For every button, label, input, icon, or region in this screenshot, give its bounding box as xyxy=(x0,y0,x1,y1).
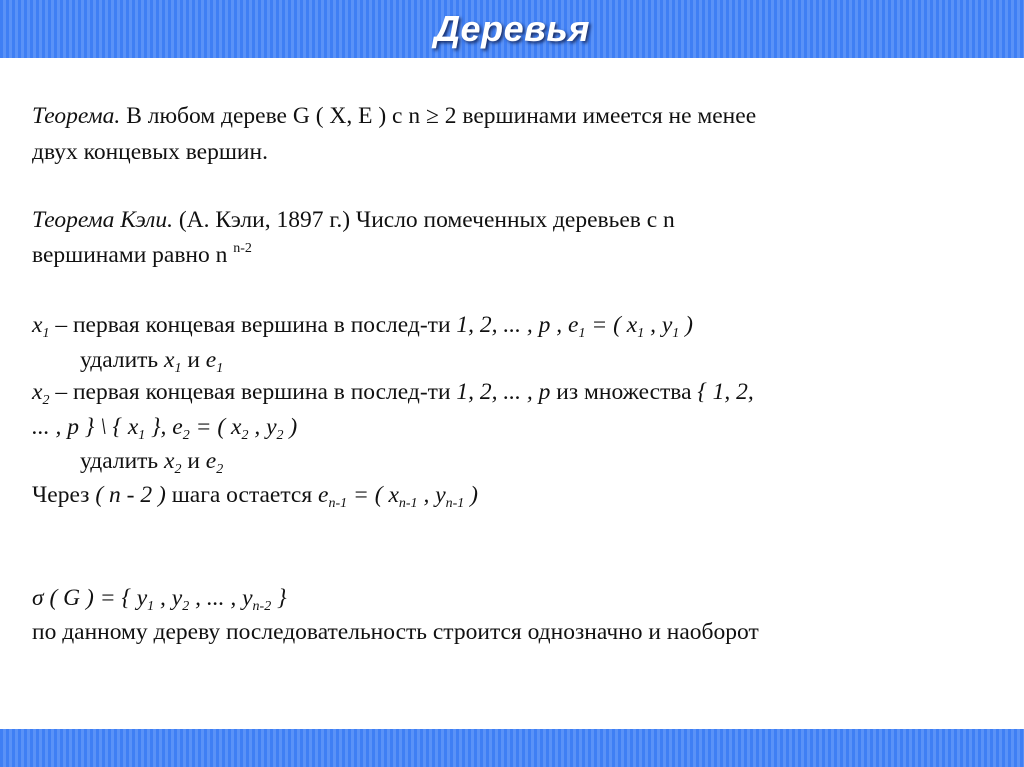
slide-title: Деревья xyxy=(434,8,590,49)
step1-e-sub: 1 xyxy=(578,326,586,341)
after-eq: = ( x xyxy=(347,482,399,508)
step1-x: x xyxy=(32,312,43,338)
remove1-text: удалить xyxy=(80,347,165,373)
sigma-mid2: , ... , y xyxy=(189,585,253,611)
remove2-e-sub: 2 xyxy=(216,462,224,477)
theorem2-label: Теорема Кэли. xyxy=(32,207,173,233)
step2b-set: ... , p } \ { x xyxy=(32,414,139,440)
theorem2-exponent: n-2 xyxy=(233,241,252,256)
sigma-s3: n-2 xyxy=(252,599,272,614)
remove2-e: e xyxy=(205,448,217,474)
remove2-and: и xyxy=(181,448,206,474)
remove1-line xyxy=(80,346,223,374)
remove2-line xyxy=(80,447,223,475)
after-text: Через xyxy=(32,482,96,508)
step2b-y-sub: 2 xyxy=(276,428,284,443)
step2-x-sub: 2 xyxy=(42,393,50,408)
theorem1-line2: двух концевых вершин. xyxy=(32,139,268,165)
sigma-line xyxy=(32,584,286,612)
remove1-e-sub: 1 xyxy=(216,361,224,376)
remove2-text: удалить xyxy=(80,448,165,474)
after-x-sub: n-1 xyxy=(398,496,418,511)
sigma-lhs: σ ( G ) = { y xyxy=(32,585,148,611)
sigma-s2: 2 xyxy=(182,599,190,614)
step2-seq: 1, 2, ... , p xyxy=(456,379,551,405)
theorem2-line2 xyxy=(32,241,252,269)
step1-y-sub: 1 xyxy=(672,326,680,341)
step1-eq: = ( x xyxy=(585,312,638,338)
remove1-and: и xyxy=(181,347,206,373)
footer-band xyxy=(0,729,1024,767)
theorem2-text-b: вершинами равно n xyxy=(32,242,234,268)
remove1-e: e xyxy=(205,347,217,373)
after-comma: , y xyxy=(417,482,446,508)
sigma-close: } xyxy=(271,585,287,611)
step2-text2: из множества xyxy=(550,379,698,405)
step2b-e-sub: 2 xyxy=(182,428,190,443)
step1-line xyxy=(32,311,693,339)
after-steps: ( n - 2 ) xyxy=(95,482,166,508)
remove1-x-sub: 1 xyxy=(174,361,182,376)
step1-seq: 1, 2, ... , p , e xyxy=(456,312,579,338)
after-e-sub: n-1 xyxy=(328,496,348,511)
conclusion-line: по данному дереву последовательность строится однозначно и наоборот xyxy=(32,619,759,645)
theorem1-label: Теорема. xyxy=(32,103,121,129)
step2-x: x xyxy=(32,379,43,405)
step1-close: ) xyxy=(679,312,693,338)
step1-x-sub: 1 xyxy=(42,326,50,341)
step2b-close: ) xyxy=(283,414,298,440)
step1-x1-sub: 1 xyxy=(637,326,645,341)
after-close: ) xyxy=(464,482,478,508)
step2b-set-close: }, e xyxy=(145,414,183,440)
step2b-x2-sub: 2 xyxy=(241,428,249,443)
theorem2-line1 xyxy=(32,206,675,234)
remove2-x: x xyxy=(164,448,175,474)
step2-set-open: { 1, 2, xyxy=(697,379,754,405)
step2b-eq: = ( x xyxy=(189,414,242,440)
remove2-x-sub: 2 xyxy=(174,462,182,477)
step2b-comma: , y xyxy=(248,414,277,440)
sigma-mid1: , y xyxy=(154,585,183,611)
after-e: e xyxy=(318,482,329,508)
step2b-line xyxy=(32,413,297,441)
after-line xyxy=(32,481,478,509)
theorem1-line1 xyxy=(32,102,756,130)
step2-text: – первая концевая вершина в послед-ти xyxy=(49,379,457,405)
sigma-s1: 1 xyxy=(147,599,155,614)
step1-comma: , y xyxy=(644,312,673,338)
theorem2-text: (А. Кэли, 1897 г.) Число помеченных деревьев с n xyxy=(172,207,675,233)
after-text2: шага остается xyxy=(165,482,319,508)
after-y-sub: n-1 xyxy=(445,496,465,511)
step2b-x-sub: 1 xyxy=(138,428,146,443)
theorem1-text: В любом дереве G ( X, E ) с n ≥ 2 вершинами имеется не менее xyxy=(120,103,757,129)
step2-line xyxy=(32,378,754,406)
remove1-x: x xyxy=(164,347,175,373)
step1-text: – первая концевая вершина в послед-ти xyxy=(49,312,457,338)
